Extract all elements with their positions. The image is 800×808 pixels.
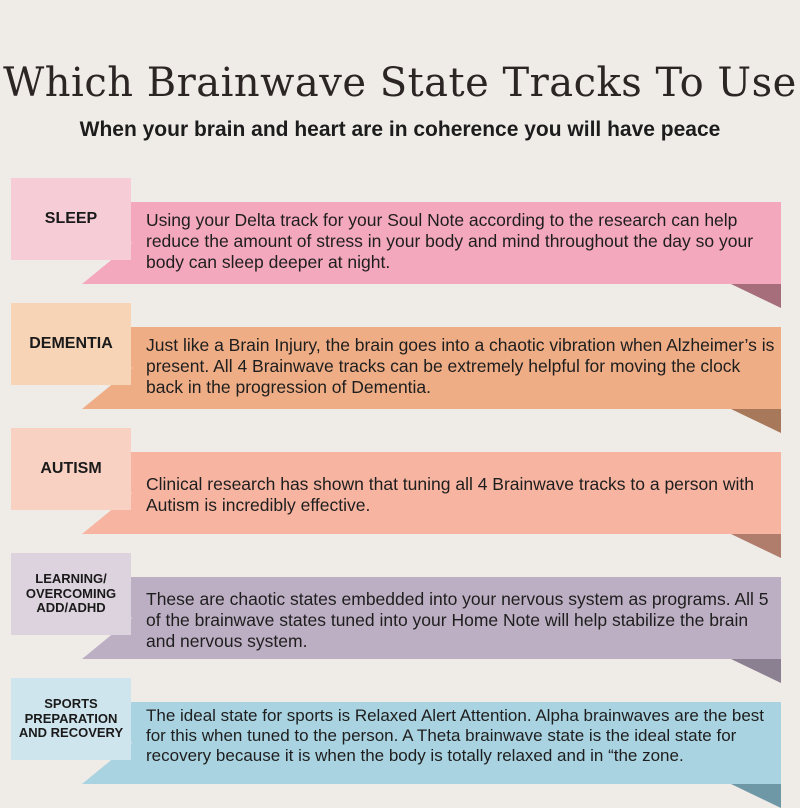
row-label: AUTISM bbox=[11, 428, 131, 510]
row-learning-add-adhd bbox=[0, 553, 800, 683]
row-text: The ideal state for sports is Relaxed Alert Attention. Alpha brainwaves are the best for this when tuned to the person. A Theta brainwave state is the ideal state for recovery because it is when the body is totally relaxed and in “the zone. bbox=[146, 706, 765, 765]
page-subtitle: When your brain and heart are in coherence you will have peace bbox=[79, 118, 721, 141]
ribbon-fold bbox=[731, 784, 781, 808]
row-sports bbox=[0, 678, 800, 808]
page-title: Which Brainwave State Tracks To Use bbox=[3, 60, 797, 106]
row-label: SLEEP bbox=[11, 178, 131, 260]
row-dementia bbox=[0, 303, 800, 433]
row-sleep bbox=[0, 178, 800, 308]
row-text: Using your Delta track for your Soul Note according to the research can help reduce the amount of stress in your body and mind throughout the day so your body can sleep deeper at night. bbox=[146, 210, 754, 272]
row-label: SPORTS PREPARATION AND RECOVERY bbox=[11, 678, 131, 760]
row-autism bbox=[0, 428, 800, 558]
row-text: Clinical research has shown that tuning all 4 Brainwave tracks to a person with Autism is incredibly effective. bbox=[146, 474, 754, 515]
row-label: DEMENTIA bbox=[11, 303, 131, 385]
row-text: These are chaotic states embedded into your nervous system as programs. All 5 of the brainwave states tuned into your Home Note will help stabilize the brain and nervous system. bbox=[146, 589, 769, 651]
row-text: Just like a Brain Injury, the brain goes into a chaotic vibration when Alzheimer’s is present. All 4 Brainwave tracks can be extremely helpful for moving the clock back in the progression of Dementia. bbox=[146, 335, 775, 397]
row-label: LEARNING/ OVERCOMING ADD/ADHD bbox=[11, 553, 131, 635]
